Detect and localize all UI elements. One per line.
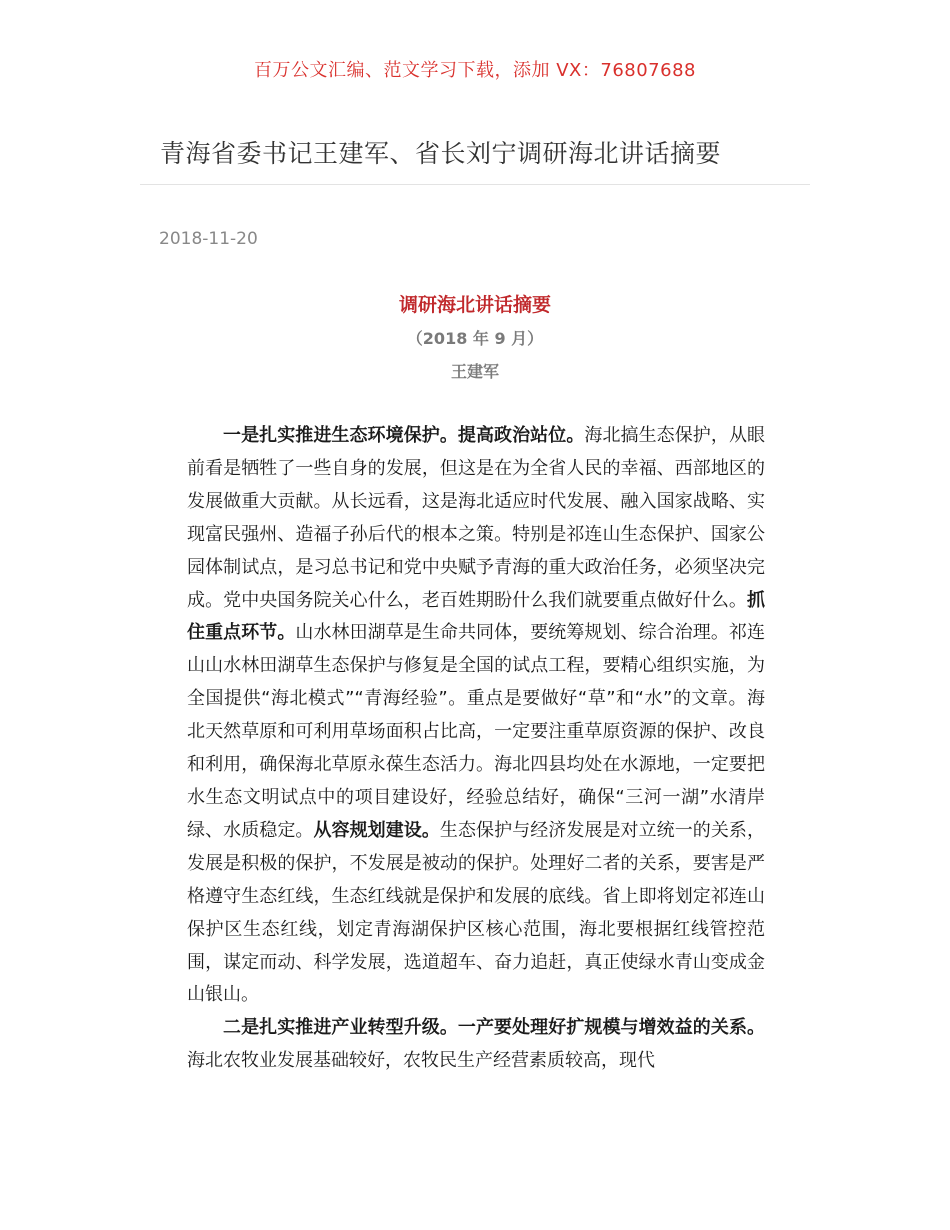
subheading: 提高政治站位。 bbox=[457, 425, 585, 446]
paragraph-text: 海北搞生态保护，从眼前看是牺牲了一些自身的发展，但这是在为全省人民的幸福、西部地区的发展做重大贡献。从长远看，这是海北适应时代发展、融入国家战略、实现富民强州、造福子孙后代的根本之策。特别是祁连山生态保护、国家公园体制试点，是习总书记和党中央赋予青海的重大政治任务，必须坚决完成。党中央国务院关心什么，老百姓期盼什么我们就要重点做好什么。 bbox=[187, 425, 766, 611]
speech-date: （2018 年 9 月） bbox=[406, 329, 544, 348]
paragraph-text: 山水林田湖草是生命共同体，要统筹规划、综合治理。祁连山山水林田湖草生态保护与修复是全国的试点工程，要精心组织实施，为全国提供“海北模式”“青海经验”。重点是要做好“草”和“水”的文章。海北天然草原和可利用草场面积占比高，一定要注重草原资源的保护、改良和利用，确保海北草原永葆生态活力。海北四县均处在水源地，一定要把水生态文明试点中的项目建设好，经验总结好，确保“三河一湖”水清岸绿、水质稳定。 bbox=[187, 622, 766, 841]
paragraph-heading: 二是扎实推进产业转型升级。 bbox=[223, 1017, 458, 1039]
article-body bbox=[187, 420, 765, 1078]
subheading: 从容规划建设。 bbox=[313, 819, 440, 841]
paragraph-text: 海北农牧业发展基础较好，农牧民生产经营素质较高，现代 bbox=[187, 1050, 655, 1072]
speech-author: 王建军 bbox=[450, 362, 499, 381]
paragraph-text: 生态保护与经济发展是对立统一的关系，发展是积极的保护，不发展是被动的保护。处理好二者的关系，要害是严格遵守生态红线，生态红线就是保护和发展的底线。省上即将划定祁连山保护区生态红线，划定青海湖保护区核心范围，海北要根据红线管控范围，谋定而动、科学发展，选道超车、奋力追赶，真正使绿水青山变成金山银山。 bbox=[187, 819, 766, 1006]
download-banner: 百万公文汇编、范文学习下载，添加 VX：76807688 bbox=[254, 60, 696, 81]
speech-title: 调研海北讲话摘要 bbox=[398, 294, 551, 316]
article-header bbox=[140, 136, 810, 185]
page-title: 青海省委书记王建军、省长刘宁调研海北讲话摘要 bbox=[160, 139, 722, 168]
publish-date: 2018-11-20 bbox=[159, 229, 258, 249]
paragraph-industry bbox=[187, 1012, 765, 1078]
subheading: 一产要处理好扩规模与增效益的关系。 bbox=[457, 1017, 766, 1039]
paragraph-heading: 一是扎实推进生态环境保护。 bbox=[223, 425, 458, 446]
paragraph-ecology bbox=[187, 420, 765, 1012]
subheading: 抓住重点环节。 bbox=[187, 589, 765, 644]
